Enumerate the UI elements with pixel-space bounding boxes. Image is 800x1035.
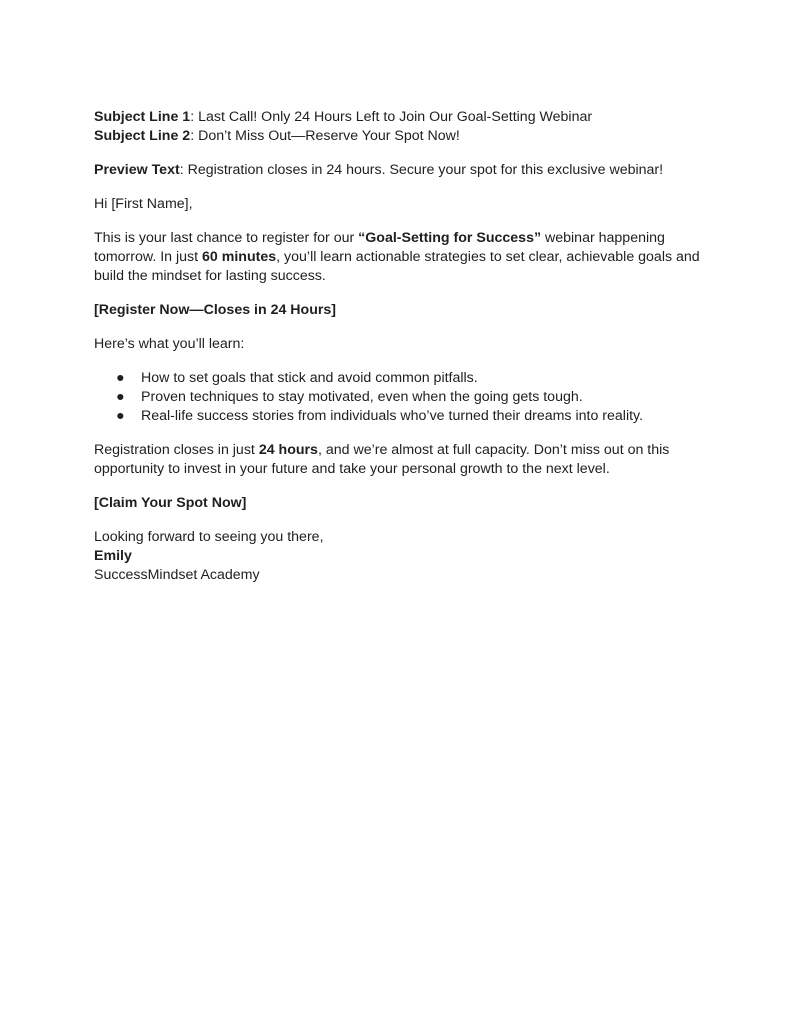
learn-heading: Here’s what you’ll learn: (94, 336, 245, 352)
preview-text-body: : Registration closes in 24 hours. Secure your spot for this exclusive webinar! (179, 162, 664, 178)
bullet-icon: ● (116, 408, 125, 424)
list-item-text: Real-life success stories from individuals who’ve turned their dreams into reality. (141, 408, 644, 424)
subject-line-2 (94, 127, 714, 146)
webinar-duration: 60 minutes (202, 249, 277, 265)
email-document (94, 108, 714, 585)
intro-part-3: , you’ll learn actionable strategies to set clear, achievable goals and build the mindset for lasting success. (94, 249, 700, 284)
list-item (94, 369, 714, 388)
learn-list (94, 369, 714, 426)
urgency-paragraph (94, 441, 714, 479)
list-item-text: How to set goals that stick and avoid common pitfalls. (141, 370, 478, 386)
bullet-icon: ● (116, 370, 125, 386)
claim-spot-link[interactable]: [Claim Your Spot Now] (94, 495, 247, 511)
register-now-link[interactable]: [Register Now—Closes in 24 Hours] (94, 302, 337, 318)
list-item (94, 407, 714, 426)
closing-line: Looking forward to seeing you there, (94, 529, 324, 545)
intro-paragraph (94, 229, 714, 286)
urgency-part-1: Registration closes in just (94, 442, 259, 458)
sender-name (94, 547, 714, 566)
webinar-title: “Goal-Setting for Success” (358, 230, 542, 246)
urgency-part-2: , and we’re almost at full capacity. Don’t miss out on this opportunity to invest in your future and take your personal growth to the next level. (94, 442, 670, 477)
sender-name-text: Emily (94, 548, 132, 564)
preview-text (94, 161, 714, 180)
subject-line-2-label: Subject Line 2 (94, 128, 191, 144)
subject-line-1 (94, 108, 714, 127)
greeting: Hi [First Name], (94, 196, 193, 212)
list-item (94, 388, 714, 407)
bullet-icon: ● (116, 389, 125, 405)
sender-organization: SuccessMindset Academy (94, 567, 260, 583)
subject-line-1-text: : Last Call! Only 24 Hours Left to Join Our Goal-Setting Webinar (190, 109, 593, 125)
list-item-text: Proven techniques to stay motivated, even when the going gets tough. (141, 389, 583, 405)
subject-line-1-label: Subject Line 1 (94, 109, 191, 125)
intro-part-2: webinar happening tomorrow. In just (94, 230, 665, 265)
urgency-hours: 24 hours (258, 442, 318, 458)
subject-line-2-text: : Don’t Miss Out—Reserve Your Spot Now! (190, 128, 460, 144)
intro-part-1: This is your last chance to register for our (94, 230, 359, 246)
preview-text-label: Preview Text (94, 162, 180, 178)
